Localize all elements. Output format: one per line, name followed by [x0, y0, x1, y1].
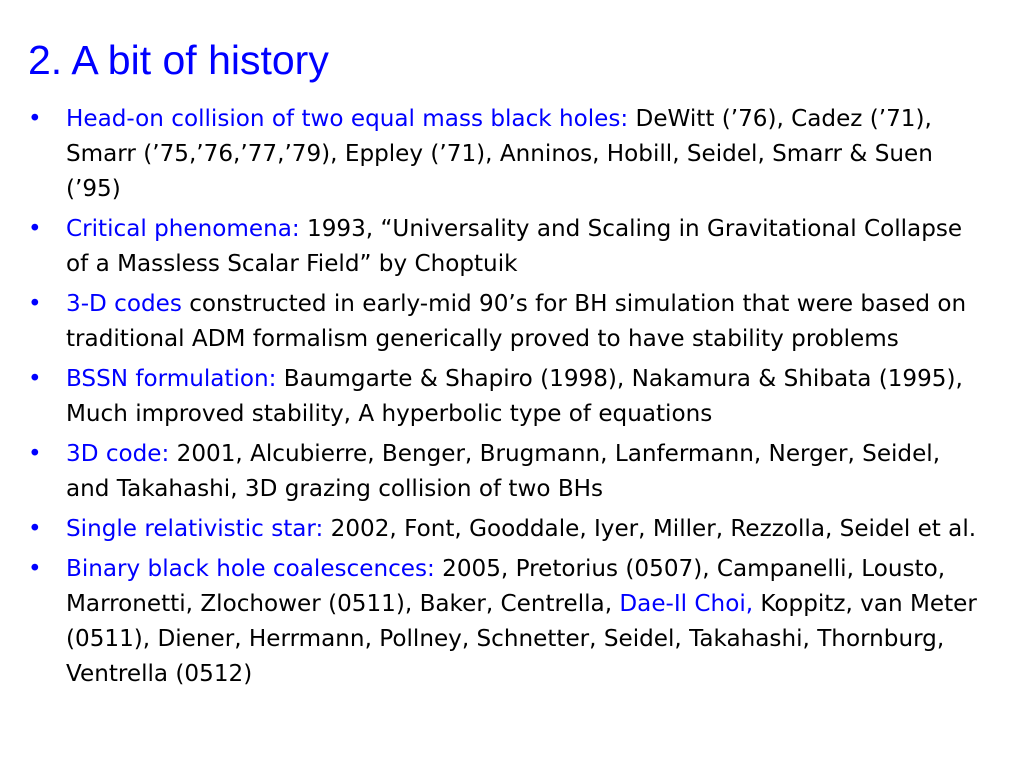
bullet-text: Baumgarte & Shapiro (1998), Nakamura & Shibata (1995), Much improved stability, A hyperbolic type of equations — [66, 366, 963, 427]
bullet-text: DeWitt (’76), Cadez (’71), Smarr (’75,’76,’77,’79), Eppley (’71), Anninos, Hobill, Seidel, Smarr & Suen (’95) — [66, 106, 933, 202]
bullet-heading: Single relativistic star: — [66, 516, 324, 542]
bullet-marker: • — [28, 216, 42, 242]
bullet-text: 1993, “Universality and Scaling in Gravitational Collapse of a Massless Scalar Field” by Choptuik — [66, 216, 963, 277]
bullet-marker: • — [28, 556, 42, 582]
bullet-item-3d-codes — [0, 287, 1024, 357]
slide-title: 2. A bit of history — [28, 37, 329, 83]
bullet-marker: • — [28, 106, 42, 132]
bullet-heading: BSSN formulation: — [66, 366, 277, 392]
bullet-item-binary-black-hole — [0, 552, 1024, 692]
bullet-text: constructed in early-mid 90’s for BH simulation that were based on traditional ADM formalism generically proved to have stability problems — [66, 291, 967, 352]
bullet-marker: • — [28, 366, 42, 392]
history-bullet-list — [0, 102, 1024, 697]
bullet-item-critical-phenomena — [0, 212, 1024, 282]
bullet-heading: Critical phenomena: — [66, 216, 300, 242]
bullet-text-continued: Koppitz, van Meter (0511), Diener, Herrmann, Pollney, Schnetter, Seidel, Takahashi, Thornburg, Ventrella (0512) — [66, 591, 977, 687]
author-highlight: Dae-Il Choi, — [619, 591, 754, 617]
bullet-item-head-on-collision — [0, 102, 1024, 207]
bullet-text: 2005, Pretorius (0507), Campanelli, Lousto, Marronetti, Zlochower (0511), Baker, Centrella, — [66, 556, 946, 617]
bullet-heading: Head-on collision of two equal mass black holes: — [66, 106, 629, 132]
bullet-item-3d-code — [0, 437, 1024, 507]
bullet-marker: • — [28, 441, 42, 467]
bullet-item-bssn-formulation — [0, 362, 1024, 432]
bullet-item-single-relativistic-star — [0, 512, 1024, 547]
bullet-heading: 3D code: — [66, 441, 170, 467]
bullet-text: 2001, Alcubierre, Benger, Brugmann, Lanfermann, Nerger, Seidel, and Takahashi, 3D grazing collision of two BHs — [66, 441, 941, 502]
bullet-heading: Binary black hole coalescences: — [66, 556, 435, 582]
bullet-marker: • — [28, 516, 42, 542]
bullet-marker: • — [28, 291, 42, 317]
bullet-heading: 3-D codes — [66, 291, 182, 317]
bullet-text: 2002, Font, Gooddale, Iyer, Miller, Rezzolla, Seidel et al. — [323, 516, 977, 542]
